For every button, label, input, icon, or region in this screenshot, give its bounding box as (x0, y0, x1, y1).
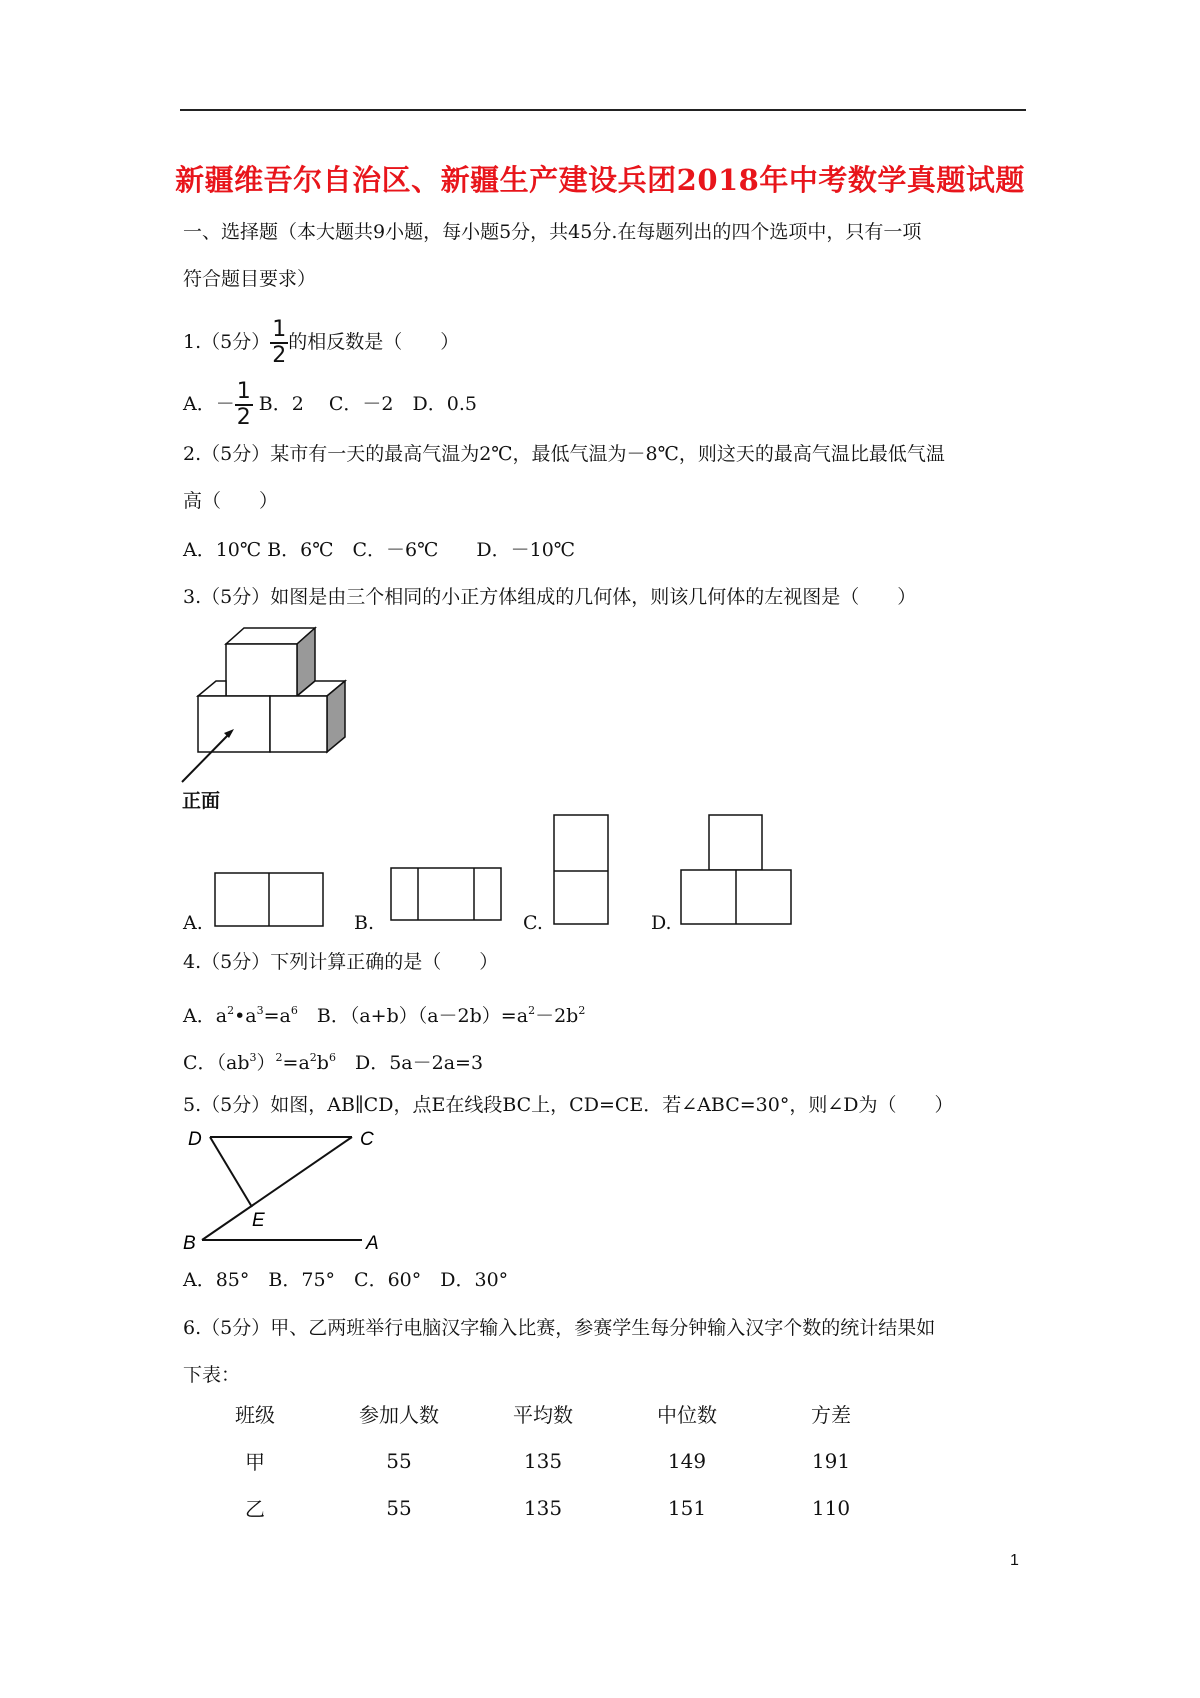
question-6-line1: 6.（5分）甲、乙两班举行电脑汉字输入比赛，参赛学生每分钟输入汉字个数的统计结果如 (183, 1317, 936, 1339)
fraction-denominator: 2 (236, 405, 251, 430)
options-rest: B．2 C．－2 D．0.5 (252, 393, 477, 415)
table-header-cell: 平均数 (513, 1403, 573, 1427)
table-cell: 149 (667, 1448, 707, 1473)
page-title: 新疆维吾尔自治区、新疆生产建设兵团2018年中考数学真题试题 (175, 163, 1025, 197)
exponent: 2 (528, 1004, 536, 1017)
option-a-label: A. (183, 912, 203, 934)
table-cell: 55 (386, 1448, 412, 1473)
view-option-d (680, 814, 794, 927)
view-option-c (553, 814, 611, 927)
section-heading-line2: 符合题目要求） (183, 268, 317, 290)
table-cell: 乙 (245, 1497, 265, 1521)
question-4-stem: 4.（5分）下列计算正确的是（ ） (183, 951, 499, 973)
option-c-label: C. (523, 912, 543, 934)
table-row (183, 1484, 903, 1531)
question-2-line1: 2.（5分）某市有一天的最高气温为2℃，最低气温为－8℃，则这天的最高气温比最低气温 (183, 443, 945, 465)
exponent: 6 (290, 1004, 298, 1017)
question-5-stem: 5.（5分）如图，AB∥CD，点E在线段BC上，CD=CE．若∠ABC=30°，则∠D为（ ） (183, 1094, 954, 1116)
view-rect (554, 815, 608, 924)
view-option-a (214, 872, 326, 928)
question-1-suffix: 的相反数是（ ） (288, 331, 460, 353)
cube-front-face (226, 644, 297, 696)
label-c: C (360, 1129, 374, 1150)
table-cell: 151 (667, 1495, 707, 1520)
view-option-b (390, 867, 504, 923)
cube-front-face (198, 696, 270, 752)
label-d: D (188, 1129, 202, 1150)
math-text: D．5a－2a=3 (335, 1052, 484, 1074)
table-row (183, 1437, 903, 1484)
math-text: B．（a+b）（a－2b）=a (297, 1005, 529, 1027)
header-rule (180, 109, 1026, 111)
cube-top-face (198, 681, 226, 696)
fraction-denominator: 2 (272, 343, 287, 368)
geometry-figure (180, 1125, 390, 1255)
option-a-label: A． (183, 393, 216, 415)
question-1-options (183, 380, 477, 430)
fraction-numerator: 1 (272, 317, 287, 342)
math-text: •a (234, 1005, 257, 1027)
question-4-options-cd (183, 1044, 483, 1077)
option-d-label: D. (651, 912, 672, 934)
question-6-line2: 下表： (183, 1364, 241, 1386)
table-cell: 191 (811, 1448, 851, 1473)
label-a: A (366, 1233, 379, 1254)
label-e: E (252, 1210, 265, 1231)
label-b: B (183, 1233, 196, 1254)
math-text: b (316, 1052, 329, 1074)
table-cell: 甲 (245, 1450, 265, 1474)
option-b-label: B. (354, 912, 375, 934)
table-header-cell: 中位数 (657, 1403, 717, 1427)
question-2-options: A．10℃ B．6℃ C．－6℃ D．－10℃ (183, 539, 576, 561)
math-text: ） (256, 1052, 276, 1074)
segment-de (210, 1137, 252, 1207)
stats-table (183, 1390, 903, 1531)
question-3-stem: 3.（5分）如图是由三个相同的小正方体组成的几何体，则该几何体的左视图是（ ） (183, 586, 917, 608)
question-5-options: A．85° B．75° C．60° D．30° (183, 1269, 509, 1291)
page-number: 1 (1010, 1552, 1019, 1569)
option-a-sign: － (215, 393, 235, 415)
math-text: A．a (183, 1005, 228, 1027)
math-text: －2b (535, 1005, 579, 1027)
exponent: 2 (275, 1051, 283, 1064)
view-rect (709, 815, 762, 870)
table-cell: 135 (523, 1448, 563, 1473)
exponent: 2 (227, 1004, 235, 1017)
option-a-fraction (235, 380, 253, 430)
fraction-numerator: 1 (236, 379, 251, 404)
table-header-cell: 班级 (235, 1403, 275, 1427)
exponent: 2 (578, 1004, 586, 1017)
table-header-cell: 参加人数 (359, 1403, 439, 1427)
table-cell: 135 (523, 1495, 563, 1520)
section-heading-line1: 一、选择题（本大题共9小题，每小题5分，共45分.在每题列出的四个选项中，只有一项 (183, 221, 922, 243)
math-text: =a (263, 1005, 291, 1027)
math-text: C．（ab (183, 1052, 250, 1074)
exponent: 2 (309, 1051, 317, 1064)
exponent: 6 (328, 1051, 336, 1064)
math-text: =a (282, 1052, 310, 1074)
table-cell: 55 (386, 1495, 412, 1520)
question-2-line2: 高（ ） (183, 490, 279, 512)
question-1-fraction (270, 318, 288, 368)
exponent: 3 (256, 1004, 264, 1017)
table-cell: 110 (811, 1495, 851, 1520)
table-header-row (183, 1390, 903, 1437)
question-1 (183, 318, 459, 368)
view-rect (391, 868, 501, 920)
front-label: 正面 (182, 790, 221, 812)
exponent: 3 (249, 1051, 257, 1064)
question-1-prefix: 1.（5分） (183, 331, 271, 353)
cube-front-face (270, 696, 327, 752)
table-header-cell: 方差 (811, 1403, 851, 1427)
segment-cb (202, 1137, 352, 1240)
question-4-options-ab (183, 997, 585, 1030)
